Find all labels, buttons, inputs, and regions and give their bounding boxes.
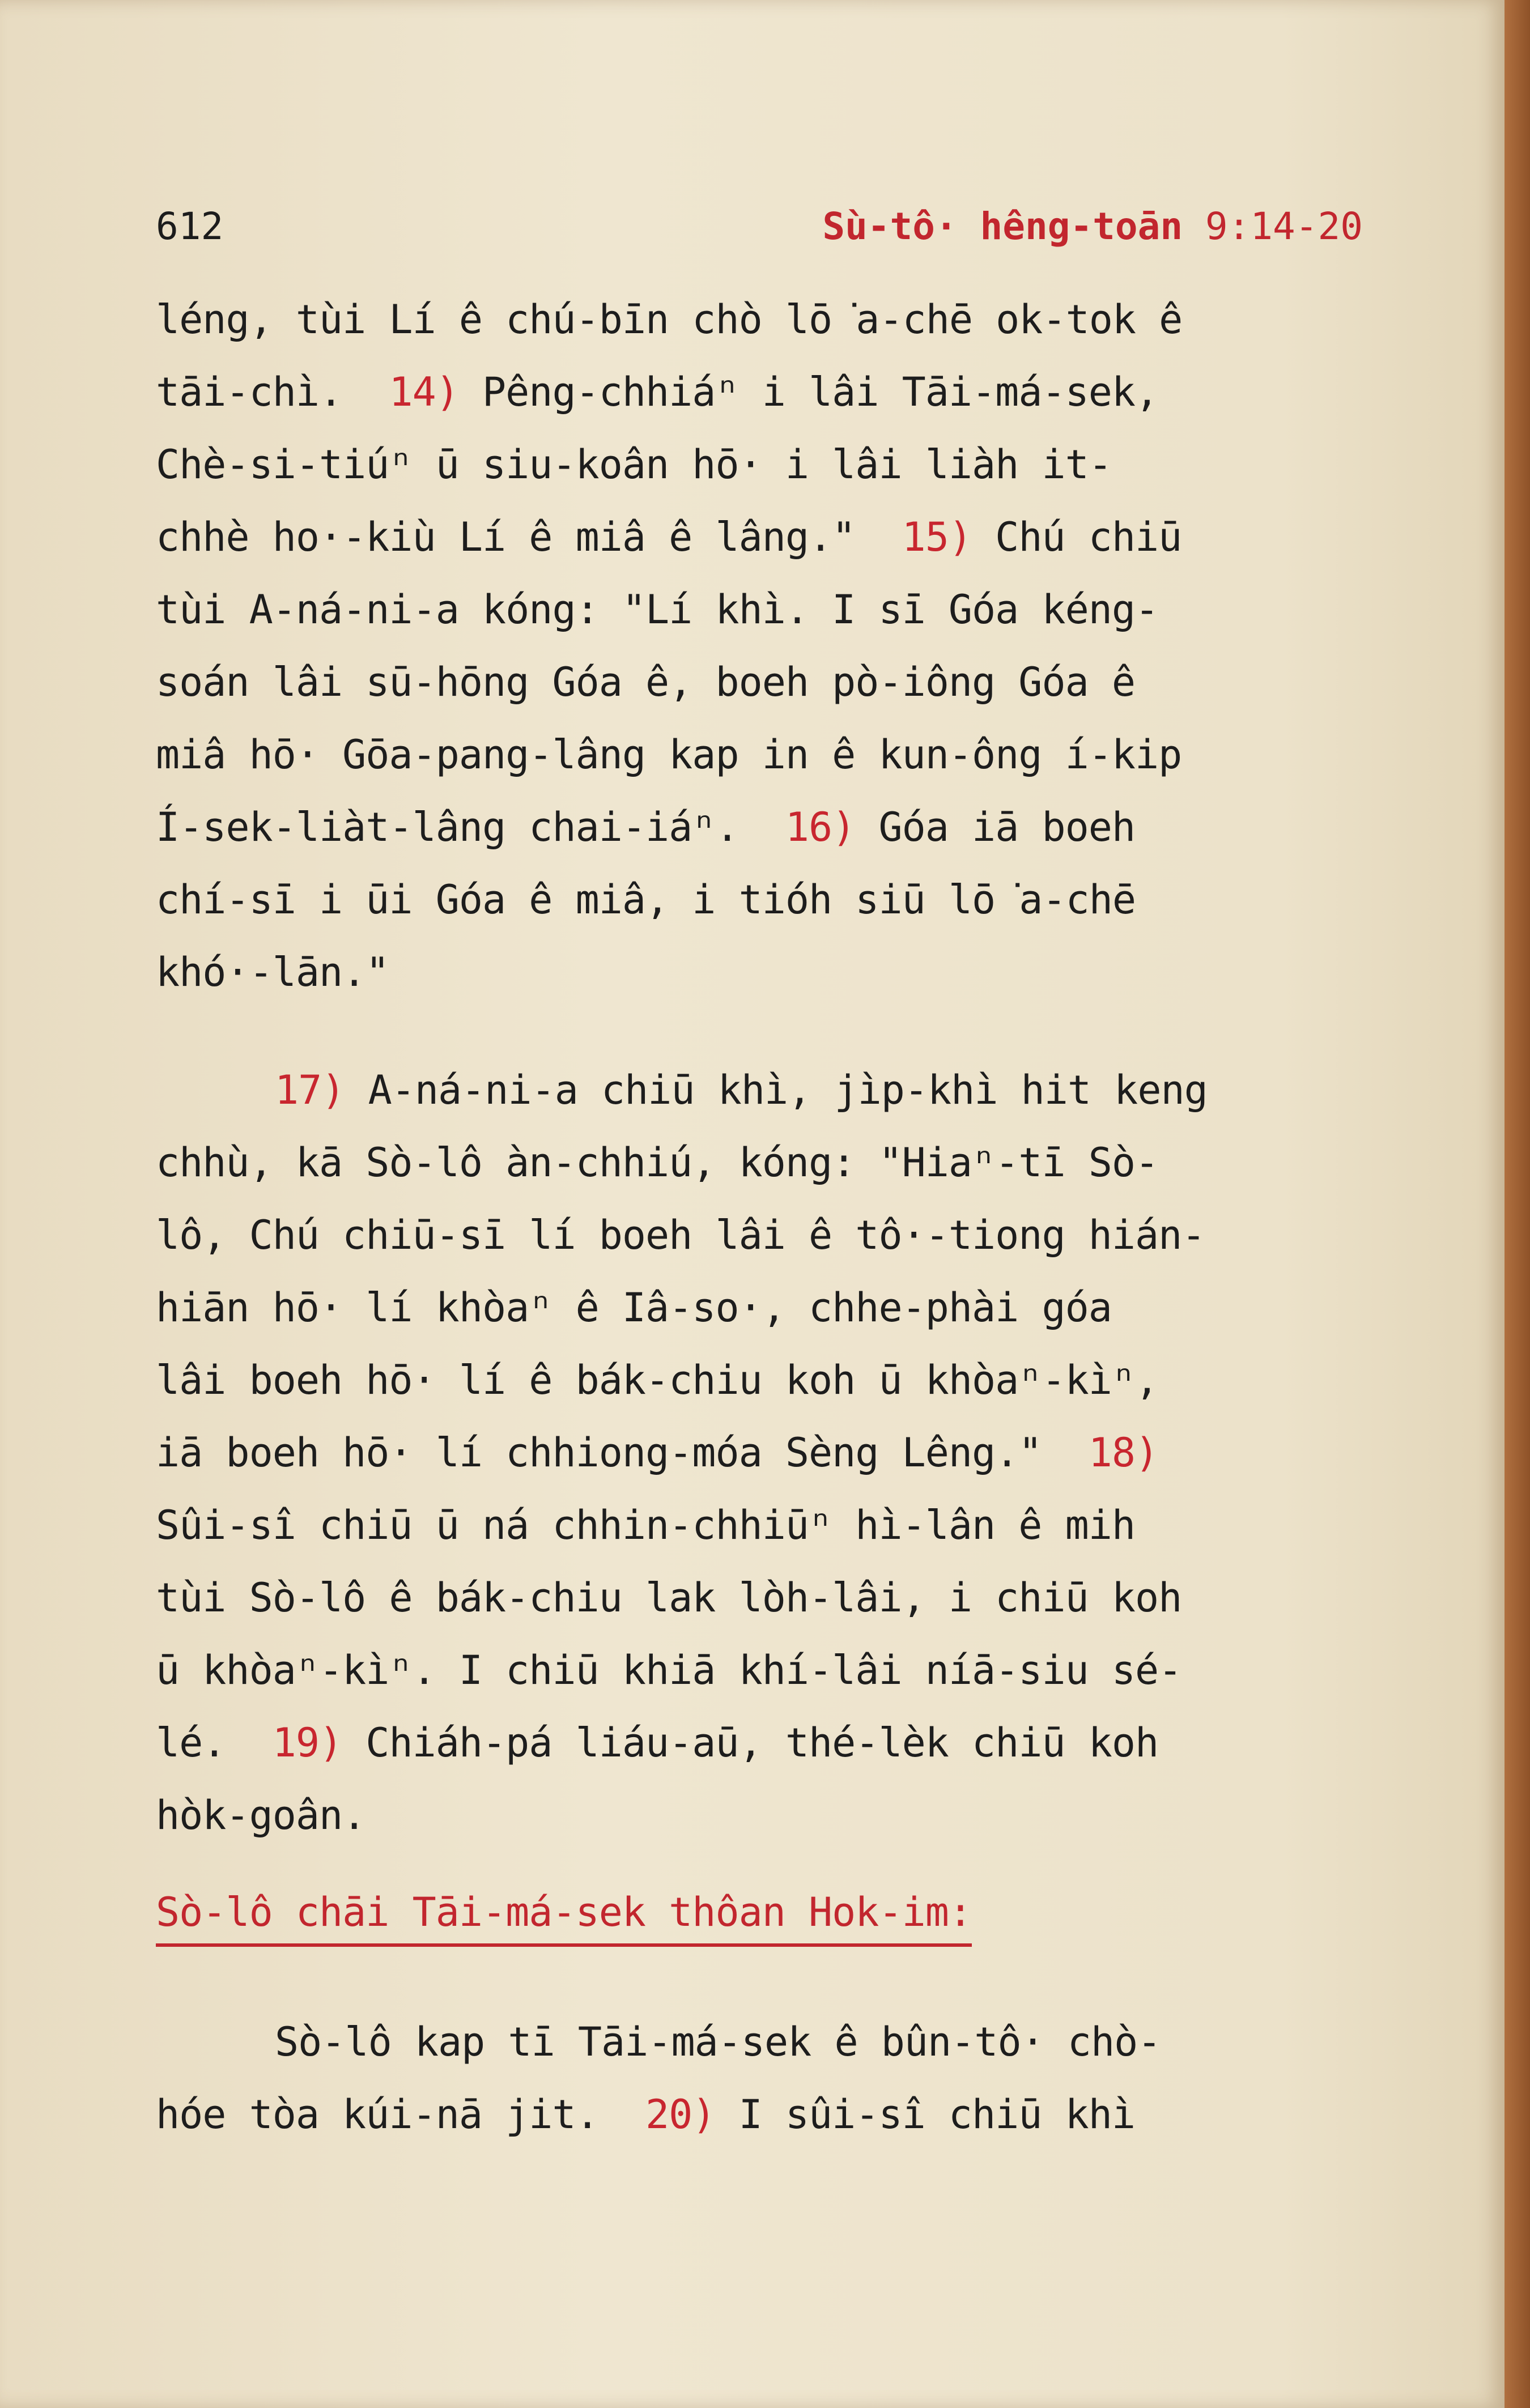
verse-number: 14) — [389, 369, 459, 415]
book-title: Sù-tô· hêng-toān — [822, 205, 1183, 248]
line-text: hóe tòa kúi-nā jit. — [156, 2091, 646, 2138]
text-line — [156, 1416, 1436, 1489]
line-text: tùi Sò-lô ê bák-chiu lak lòh-lâi, i chiū koh — [156, 1575, 1182, 1621]
line-text: hòk-goân. — [156, 1792, 366, 1839]
line-text: tāi-chì. — [156, 369, 389, 415]
verse-number: 18) — [1088, 1430, 1159, 1476]
text-line — [156, 1489, 1436, 1562]
line-text: lô, Chú chiū-sī lí boeh lâi ê tô·-tiong hián- — [156, 1212, 1205, 1258]
paragraph-3 — [156, 2006, 1436, 2151]
line-text: Chè-si-tiúⁿ ū siu-koân hō· i lâi liàh it- — [156, 441, 1112, 488]
verse-number: 17) — [275, 1067, 345, 1113]
text-line — [156, 718, 1436, 791]
text-line — [156, 1344, 1436, 1416]
running-title — [822, 198, 1363, 255]
text-line — [156, 863, 1436, 936]
text-line — [156, 1126, 1436, 1199]
text-line — [156, 936, 1436, 1009]
line-text: ū khòaⁿ-kìⁿ. I chiū khiā khí-lâi níā-siu sé- — [156, 1647, 1182, 1694]
line-text: Góa iā boeh — [855, 804, 1136, 850]
text-line — [156, 646, 1436, 718]
text-line — [156, 428, 1436, 501]
line-text: Sò-lô kap tī Tāi-má-sek ê bûn-tô· chò- — [275, 2019, 1161, 2065]
line-text: Í-sek-liàt-lâng chai-iáⁿ. — [156, 804, 785, 850]
line-text: Sûi-sî chiū ū ná chhin-chhiūⁿ hì-lân ê mih — [156, 1502, 1136, 1548]
line-text: chhù, kā Sò-lô àn-chhiú, kóng: "Hiaⁿ-tī Sò- — [156, 1139, 1159, 1186]
text-line — [156, 356, 1436, 428]
text-line — [156, 501, 1436, 573]
line-text: A-ná-ni-a chiū khì, jìp-khì hit keng — [345, 1067, 1208, 1113]
verse-number: 16) — [785, 804, 856, 850]
text-line — [156, 1779, 1436, 1852]
text-line — [156, 1054, 1436, 1126]
paragraph-2 — [156, 1054, 1436, 1852]
paragraph-1 — [156, 283, 1436, 1009]
page-number: 612 — [156, 205, 224, 248]
line-text: chí-sī i ūi Góa ê miâ, i tióh siū lō͘a-chē — [156, 877, 1136, 923]
text-line — [156, 1562, 1436, 1634]
line-text: tùi A-ná-ni-a kóng: "Lí khì. I sī Góa kéng- — [156, 586, 1159, 633]
text-line — [156, 2078, 1436, 2151]
line-text: hiān hō· lí khòaⁿ ê Iâ-so·, chhe-phài góa — [156, 1284, 1112, 1331]
text-line — [156, 1271, 1436, 1344]
verse-number: 15) — [902, 514, 972, 560]
page-edge — [1504, 0, 1530, 2408]
text-line — [156, 1707, 1436, 1779]
page-header — [156, 198, 1363, 255]
line-text: soán lâi sū-hōng Góa ê, boeh pò-iông Góa ê — [156, 659, 1136, 705]
text-line — [156, 2006, 1436, 2078]
line-text: lâi boeh hō· lí ê bák-chiu koh ū khòaⁿ-kìⁿ, — [156, 1357, 1159, 1403]
text-line — [156, 1634, 1436, 1707]
chapter-verse-reference: 9:14-20 — [1205, 205, 1363, 248]
verse-number: 20) — [645, 2091, 716, 2138]
line-text: léng, tùi Lí ê chú-bīn chò lō͘a-chē ok-tok ê — [156, 296, 1183, 343]
line-text: I sûi-sî chiū khì — [715, 2091, 1136, 2138]
line-text: Chiáh-pá liáu-aū, thé-lèk chiū koh — [342, 1720, 1159, 1766]
text-line — [156, 573, 1436, 646]
text-line — [156, 1199, 1436, 1271]
line-text: Chú chiū — [972, 514, 1182, 560]
line-text: chhè ho·-kiù Lí ê miâ ê lâng." — [156, 514, 902, 560]
line-text: iā boeh hō· lí chhiong-móa Sèng Lêng." — [156, 1430, 1089, 1476]
text-line — [156, 791, 1436, 863]
section-heading: Sò-lô chāi Tāi-má-sek thôan Hok-im: — [156, 1881, 972, 1947]
line-text: lé. — [156, 1720, 273, 1766]
line-text: khó·-lān." — [156, 949, 389, 995]
verse-number: 19) — [272, 1720, 343, 1766]
line-text: miâ hō· Gōa-pang-lâng kap in ê kun-ông í-kip — [156, 731, 1182, 778]
text-line — [156, 283, 1436, 356]
line-text: Pêng-chhiáⁿ i lâi Tāi-má-sek, — [458, 369, 1159, 415]
